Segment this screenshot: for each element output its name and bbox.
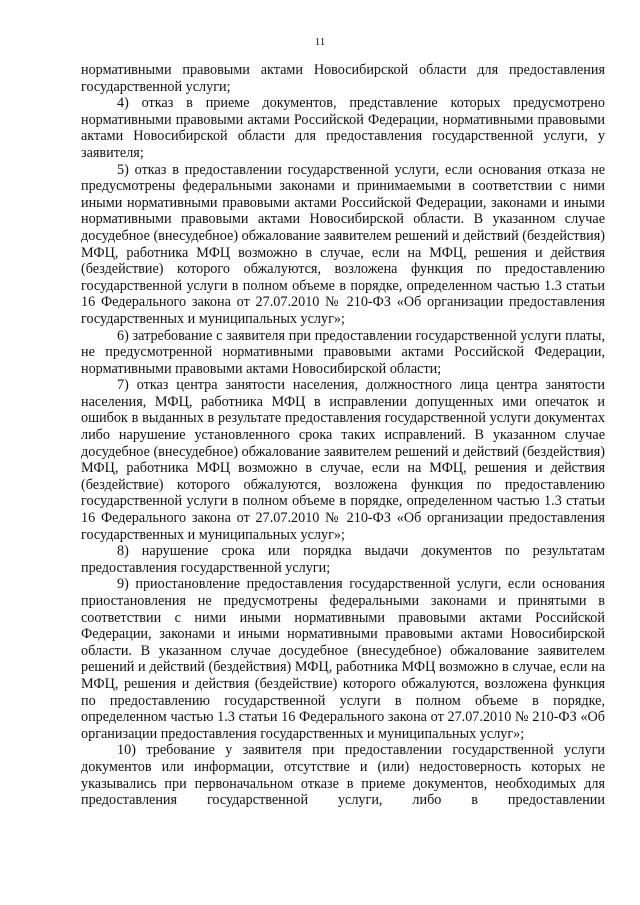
paragraph-item-7: 7) отказ центра занятости населения, должностного лица центра занятости населения, МФЦ, работника МФЦ в исправлении допущенных ими опечаток и ошибок в выданных в результате предоставления государственной услуги документах либо нарушение установленного срока таких исправлений. В указанном случае досудебное (внесудебное) обжалование заявителем решений и действий (бездействия) МФЦ, работника МФЦ возможно в случае, если на МФЦ, решения и действия (бездействие) которого обжалуются, возложена функция по предоставлению государственной услуги в полном объеме в порядке, определенном частью 1.3 статьи 16 Федерального закона от 27.07.2010 № 210-ФЗ «Об организации предоставления государственных и муниципальных услуг»; [81,377,605,543]
paragraph-item-10: 10) требование у заявителя при предоставлении государственной услуги документов или информации, отсутствие и (или) недостоверность которых не указывались при первоначальном отказе в приеме документов, необходимых для предоставления государственной услуги, либо в предоставлении [81,742,605,809]
paragraph-item-4: 4) отказ в приеме документов, представление которых предусмотрено нормативными правовыми актами Российской Федерации, нормативными правовыми актами Новосибирской области для предоставления государственной услуги, у заявителя; [81,95,605,161]
paragraph-item-8: 8) нарушение срока или порядка выдачи документов по результатам предоставления государственной услуги; [81,543,605,576]
document-body [81,62,605,809]
paragraph-item-6: 6) затребование с заявителя при предоставлении государственной услуги платы, не предусмотренной нормативными правовыми актами Российской Федерации, нормативными правовыми актами Новосибирской области; [81,327,605,377]
paragraph-item-5: 5) отказ в предоставлении государственной услуги, если основания отказа не предусмотрены федеральными законами и принимаемыми в соответствии с ними иными нормативными правовыми актами Российской Федерации, законами и иными нормативными правовыми актами Новосибирской области. В указанном случае досудебное (внесудебное) обжалование заявителем решений и действий (бездействия) МФЦ, работника МФЦ возможно в случае, если на МФЦ, решения и действия (бездействие) которого обжалуются, возложена функция по предоставлению государственной услуги в полном объеме в порядке, определенном частью 1.3 статьи 16 Федерального закона от 27.07.2010 № 210-ФЗ «Об организации предоставления государственных и муниципальных услуг»; [81,161,605,327]
paragraph-continued: нормативными правовыми актами Новосибирской области для предоставления государственной услуги; [81,62,605,95]
paragraph-item-9: 9) приостановление предоставления государственной услуги, если основания приостановления не предусмотрены федеральными законами и принятыми в соответствии с ними иными нормативными правовыми актами Российской Федерации, законами и иными нормативными правовыми актами Новосибирской области. В указанном случае досудебное (внесудебное) обжалование заявителем решений и действий (бездействия) МФЦ, работника МФЦ возможно в случае, если на МФЦ, решения и действия (бездействие) которого обжалуются, возложена функция по предоставлению государственной услуги в полном объеме в порядке, определенном частью 1.3 статьи 16 Федерального закона от 27.07.2010 № 210-ФЗ «Об организации предоставления государственных и муниципальных услуг»; [81,576,605,742]
page-number: 11 [314,36,326,48]
